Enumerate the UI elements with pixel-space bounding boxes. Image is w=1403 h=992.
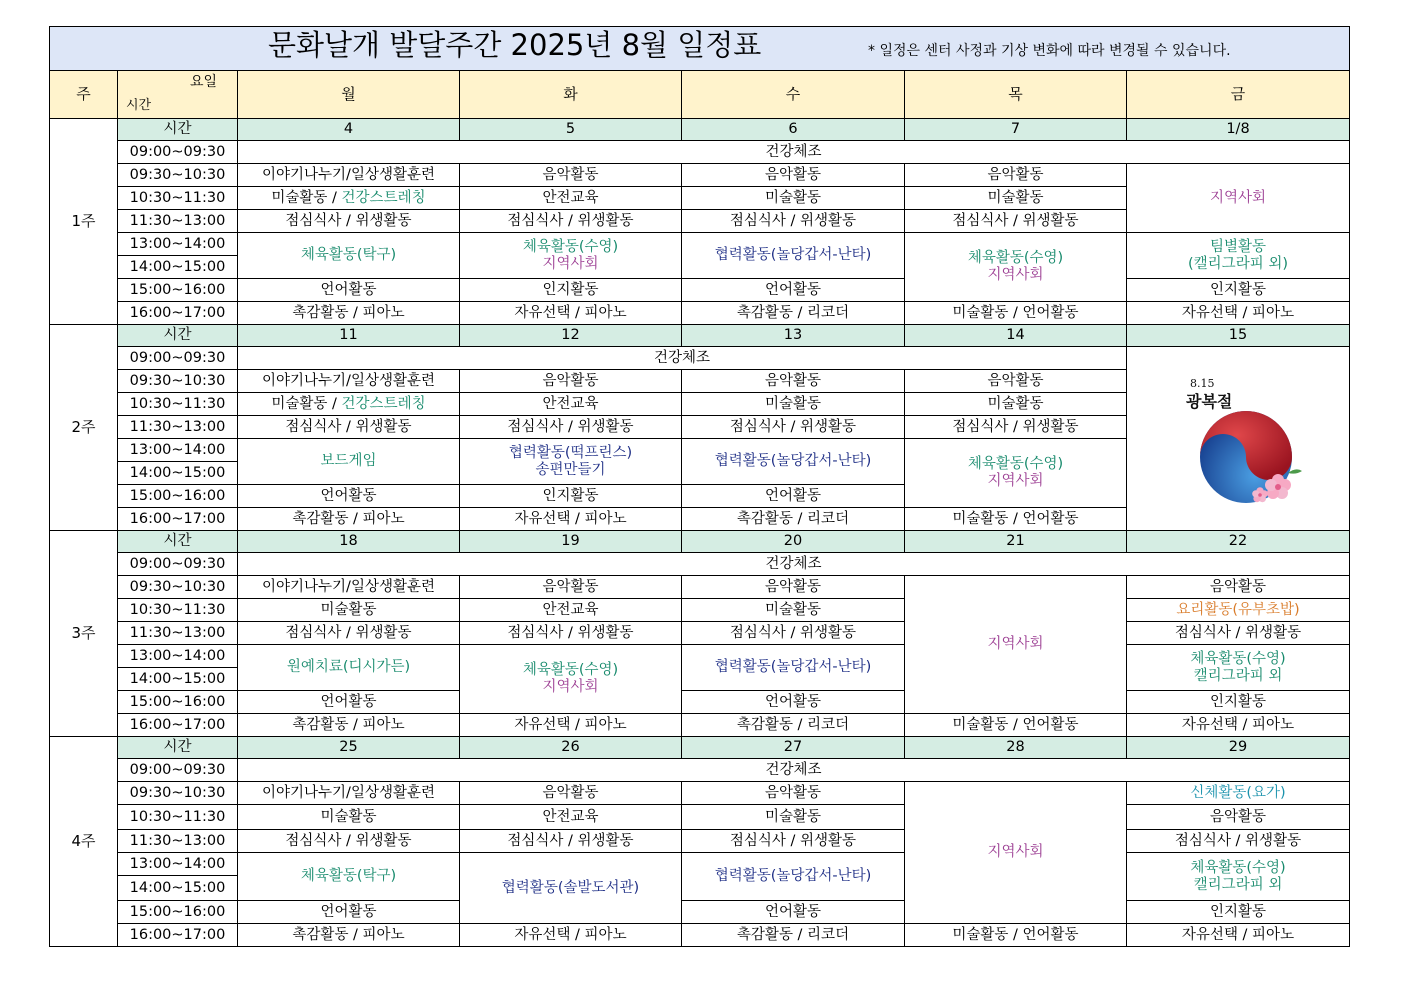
- date-cell: 13: [682, 325, 905, 347]
- time-slot: 09:00~09:30: [118, 347, 238, 370]
- time-slot: 16:00~17:00: [118, 302, 238, 325]
- activity-cell: 음악활동: [682, 782, 905, 805]
- schedule-table: [49, 26, 1350, 947]
- activity-cell: 언어활동: [238, 901, 460, 924]
- activity-cell: 자유선택 / 피아노: [460, 924, 682, 947]
- time-slot: 16:00~17:00: [118, 714, 238, 737]
- activity-cell: 미술활동: [238, 599, 460, 622]
- activity-cell: 협력활동(놀당갑서-난타): [682, 853, 905, 901]
- activity-cell: 미술활동 / 건강스트레칭: [238, 187, 460, 210]
- activity-cell: 점심식사 / 위생활동: [238, 622, 460, 645]
- date-cell: 22: [1127, 531, 1350, 553]
- time-slot: 10:30~11:30: [118, 187, 238, 210]
- activity-cell: 자유선택 / 피아노: [460, 714, 682, 737]
- time-slot: 09:30~10:30: [118, 370, 238, 393]
- activity-cell: 지역사회: [905, 576, 1127, 714]
- time-slot: 13:00~14:00: [118, 645, 238, 668]
- activity-cell: 협력활동(놀당갑서-난타): [682, 233, 905, 279]
- day-header-wed: 수: [682, 71, 905, 119]
- time-slot: 14:00~15:00: [118, 668, 238, 691]
- date-cell: 12: [460, 325, 682, 347]
- activity-cell: 체육활동(수영) 지역사회: [460, 233, 682, 279]
- time-slot: 14:00~15:00: [118, 256, 238, 279]
- activity-cell: 음악활동: [905, 164, 1127, 187]
- date-cell: 7: [905, 119, 1127, 141]
- activity-cell: 미술활동 / 언어활동: [905, 714, 1127, 737]
- time-column-label: 시간: [118, 325, 238, 347]
- activity-cell: 인지활동: [1127, 691, 1350, 714]
- activity-cell: 미술활동 / 언어활동: [905, 302, 1127, 325]
- activity-cell: 미술활동 / 언어활동: [905, 508, 1127, 531]
- activity-cell: 점심식사 / 위생활동: [905, 210, 1127, 233]
- schedule-change-note: * 일정은 센터 사정과 기상 변화에 따라 변경될 수 있습니다.: [868, 43, 1231, 59]
- activity-cell: 지역사회: [905, 782, 1127, 924]
- activity-cell: 언어활동: [682, 485, 905, 508]
- activity-cell: 이야기나누기/일상생활훈련: [238, 576, 460, 599]
- date-cell: 6: [682, 119, 905, 141]
- date-cell: 1/8: [1127, 119, 1350, 141]
- time-slot: 10:30~11:30: [118, 599, 238, 622]
- time-header-label: 시간: [126, 98, 152, 114]
- time-column-label: 시간: [118, 531, 238, 553]
- time-slot: 14:00~15:00: [118, 462, 238, 485]
- activity-cell: 미술활동: [905, 393, 1127, 416]
- activity-cell: 점심식사 / 위생활동: [460, 830, 682, 853]
- activity-cell: 체육활동(수영) 캘리그라피 외: [1127, 853, 1350, 901]
- activity-cell: 언어활동: [682, 279, 905, 302]
- date-cell: 28: [905, 737, 1127, 759]
- activity-cell: 인지활동: [460, 485, 682, 508]
- time-column-label: 시간: [118, 737, 238, 759]
- activity-cell: 촉감활동 / 피아노: [238, 508, 460, 531]
- activity-cell: 언어활동: [238, 279, 460, 302]
- activity-cell: 촉감활동 / 피아노: [238, 714, 460, 737]
- day-header-label: 요일: [189, 74, 217, 90]
- activity-cell: 체육활동(수영) 지역사회: [905, 233, 1127, 302]
- activity-cell: 협력활동(솔발도서관): [460, 853, 682, 924]
- activity-cell: 안전교육: [460, 187, 682, 210]
- time-slot: 11:30~13:00: [118, 210, 238, 233]
- activity-cell: 음악활동: [460, 782, 682, 805]
- activity-cell: 인지활동: [1127, 901, 1350, 924]
- activity-cell: 체육활동(수영) 지역사회: [905, 439, 1127, 508]
- activity-cell: 언어활동: [682, 901, 905, 924]
- activity-cell: 안전교육: [460, 393, 682, 416]
- activity-cell: 미술활동: [682, 187, 905, 210]
- activity-cell: 점심식사 / 위생활동: [682, 210, 905, 233]
- activity-cell: 촉감활동 / 피아노: [238, 302, 460, 325]
- date-cell: 15: [1127, 325, 1350, 347]
- time-slot: 10:30~11:30: [118, 805, 238, 830]
- date-cell: 11: [238, 325, 460, 347]
- all-day-activity: 건강체조: [238, 553, 1350, 576]
- time-slot: 16:00~17:00: [118, 508, 238, 531]
- day-time-corner-header: [118, 71, 238, 119]
- activity-cell: 점심식사 / 위생활동: [1127, 830, 1350, 853]
- date-cell: 5: [460, 119, 682, 141]
- activity-cell: 신체활동(요가): [1127, 782, 1350, 805]
- activity-cell: 점심식사 / 위생활동: [460, 622, 682, 645]
- week-4-label: 4주: [50, 737, 118, 947]
- day-header-fri: 금: [1127, 71, 1350, 119]
- activity-cell: 체육활동(탁구): [238, 233, 460, 279]
- time-slot: 11:30~13:00: [118, 416, 238, 439]
- all-day-activity: 건강체조: [238, 347, 1127, 370]
- date-cell: 25: [238, 737, 460, 759]
- date-cell: 21: [905, 531, 1127, 553]
- activity-cell: 음악활동: [460, 576, 682, 599]
- activity-cell: 점심식사 / 위생활동: [1127, 622, 1350, 645]
- time-column-label: 시간: [118, 119, 238, 141]
- time-slot: 09:30~10:30: [118, 164, 238, 187]
- time-slot: 10:30~11:30: [118, 393, 238, 416]
- activity-cell: 미술활동 / 언어활동: [905, 924, 1127, 947]
- activity-cell: 점심식사 / 위생활동: [460, 210, 682, 233]
- time-slot: 09:00~09:30: [118, 141, 238, 164]
- day-header-tue: 화: [460, 71, 682, 119]
- activity-cell: 언어활동: [238, 691, 460, 714]
- activity-cell: 촉감활동 / 리코더: [682, 714, 905, 737]
- activity-cell: 이야기나누기/일상생활훈련: [238, 782, 460, 805]
- activity-cell: 미술활동: [682, 393, 905, 416]
- time-slot: 15:00~16:00: [118, 691, 238, 714]
- activity-cell: 음악활동: [682, 164, 905, 187]
- holiday-date-text: 8.15: [1190, 376, 1215, 390]
- activity-cell: 협력활동(떡프린스) 송편만들기: [460, 439, 682, 485]
- activity-cell: 자유선택 / 피아노: [1127, 924, 1350, 947]
- activity-cell: 언어활동: [238, 485, 460, 508]
- activity-cell: 협력활동(놀당갑서-난타): [682, 645, 905, 691]
- date-cell: 29: [1127, 737, 1350, 759]
- week-2-label: 2주: [50, 325, 118, 531]
- date-cell: 26: [460, 737, 682, 759]
- activity-cell: 음악활동: [1127, 576, 1350, 599]
- time-slot: 09:00~09:30: [118, 759, 238, 782]
- day-header-mon: 월: [238, 71, 460, 119]
- activity-cell: 점심식사 / 위생활동: [682, 416, 905, 439]
- time-slot: 11:30~13:00: [118, 622, 238, 645]
- time-slot: 15:00~16:00: [118, 901, 238, 924]
- activity-cell: 자유선택 / 피아노: [460, 302, 682, 325]
- activity-cell: 원예치료(디시가든): [238, 645, 460, 691]
- activity-cell: 이야기나누기/일상생활훈련: [238, 164, 460, 187]
- time-slot: 14:00~15:00: [118, 876, 238, 901]
- date-cell: 14: [905, 325, 1127, 347]
- title-bar: [50, 27, 1350, 71]
- page-title: 문화날개 발달주간 2025년 8월 일정표: [268, 28, 762, 62]
- activity-cell: 촉감활동 / 리코더: [682, 508, 905, 531]
- activity-cell: 점심식사 / 위생활동: [460, 416, 682, 439]
- time-slot: 16:00~17:00: [118, 924, 238, 947]
- week-column-header: 주: [50, 71, 118, 119]
- activity-cell: 미술활동 / 건강스트레칭: [238, 393, 460, 416]
- date-cell: 18: [238, 531, 460, 553]
- day-header-thu: 목: [905, 71, 1127, 119]
- activity-cell: 자유선택 / 피아노: [460, 508, 682, 531]
- activity-cell: 촉감활동 / 리코더: [682, 302, 905, 325]
- activity-cell: 미술활동: [238, 805, 460, 830]
- activity-cell: 음악활동: [682, 370, 905, 393]
- activity-cell: 팀별활동 (캘리그라피 외): [1127, 233, 1350, 279]
- activity-cell: 언어활동: [682, 691, 905, 714]
- activity-cell: 점심식사 / 위생활동: [682, 622, 905, 645]
- date-cell: 27: [682, 737, 905, 759]
- date-cell: 19: [460, 531, 682, 553]
- date-cell: 20: [682, 531, 905, 553]
- activity-cell: 음악활동: [905, 370, 1127, 393]
- activity-cell: 이야기나누기/일상생활훈련: [238, 370, 460, 393]
- holiday-name-text: 광복절: [1186, 391, 1233, 411]
- activity-cell: 체육활동(탁구): [238, 853, 460, 901]
- week-3-label: 3주: [50, 531, 118, 737]
- activity-cell: 자유선택 / 피아노: [1127, 714, 1350, 737]
- activity-cell: 체육활동(수영) 캘리그라피 외: [1127, 645, 1350, 691]
- time-slot: 09:30~10:30: [118, 576, 238, 599]
- activity-cell: 안전교육: [460, 599, 682, 622]
- time-slot: 09:30~10:30: [118, 782, 238, 805]
- activity-cell: 보드게임: [238, 439, 460, 485]
- activity-cell: 미술활동: [682, 599, 905, 622]
- activity-cell: 음악활동: [460, 164, 682, 187]
- activity-cell: 지역사회: [1127, 164, 1350, 233]
- activity-cell: 음악활동: [460, 370, 682, 393]
- activity-cell: 인지활동: [460, 279, 682, 302]
- activity-cell: 촉감활동 / 리코더: [682, 924, 905, 947]
- activity-cell: 점심식사 / 위생활동: [682, 830, 905, 853]
- liberation-day-image: [1168, 369, 1308, 509]
- time-slot: 13:00~14:00: [118, 233, 238, 256]
- activity-cell: 요리활동(유부초밥): [1127, 599, 1350, 622]
- activity-cell: 음악활동: [1127, 805, 1350, 830]
- activity-cell: 협력활동(놀당갑서-난타): [682, 439, 905, 485]
- time-slot: 11:30~13:00: [118, 830, 238, 853]
- liberation-day-holiday-cell: [1127, 347, 1350, 531]
- activity-cell: 미술활동: [682, 805, 905, 830]
- time-slot: 15:00~16:00: [118, 279, 238, 302]
- activity-cell: 점심식사 / 위생활동: [238, 830, 460, 853]
- time-slot: 15:00~16:00: [118, 485, 238, 508]
- activity-cell: 점심식사 / 위생활동: [238, 210, 460, 233]
- all-day-activity: 건강체조: [238, 759, 1350, 782]
- time-slot: 09:00~09:30: [118, 553, 238, 576]
- activity-cell: 점심식사 / 위생활동: [905, 416, 1127, 439]
- all-day-activity: 건강체조: [238, 141, 1350, 164]
- date-cell: 4: [238, 119, 460, 141]
- activity-cell: 촉감활동 / 피아노: [238, 924, 460, 947]
- activity-cell: 점심식사 / 위생활동: [238, 416, 460, 439]
- activity-cell: 미술활동: [905, 187, 1127, 210]
- activity-cell: 음악활동: [682, 576, 905, 599]
- activity-cell: 체육활동(수영) 지역사회: [460, 645, 682, 714]
- time-slot: 13:00~14:00: [118, 439, 238, 462]
- activity-cell: 인지활동: [1127, 279, 1350, 302]
- time-slot: 13:00~14:00: [118, 853, 238, 876]
- activity-cell: 안전교육: [460, 805, 682, 830]
- week-1-label: 1주: [50, 119, 118, 325]
- activity-cell: 자유선택 / 피아노: [1127, 302, 1350, 325]
